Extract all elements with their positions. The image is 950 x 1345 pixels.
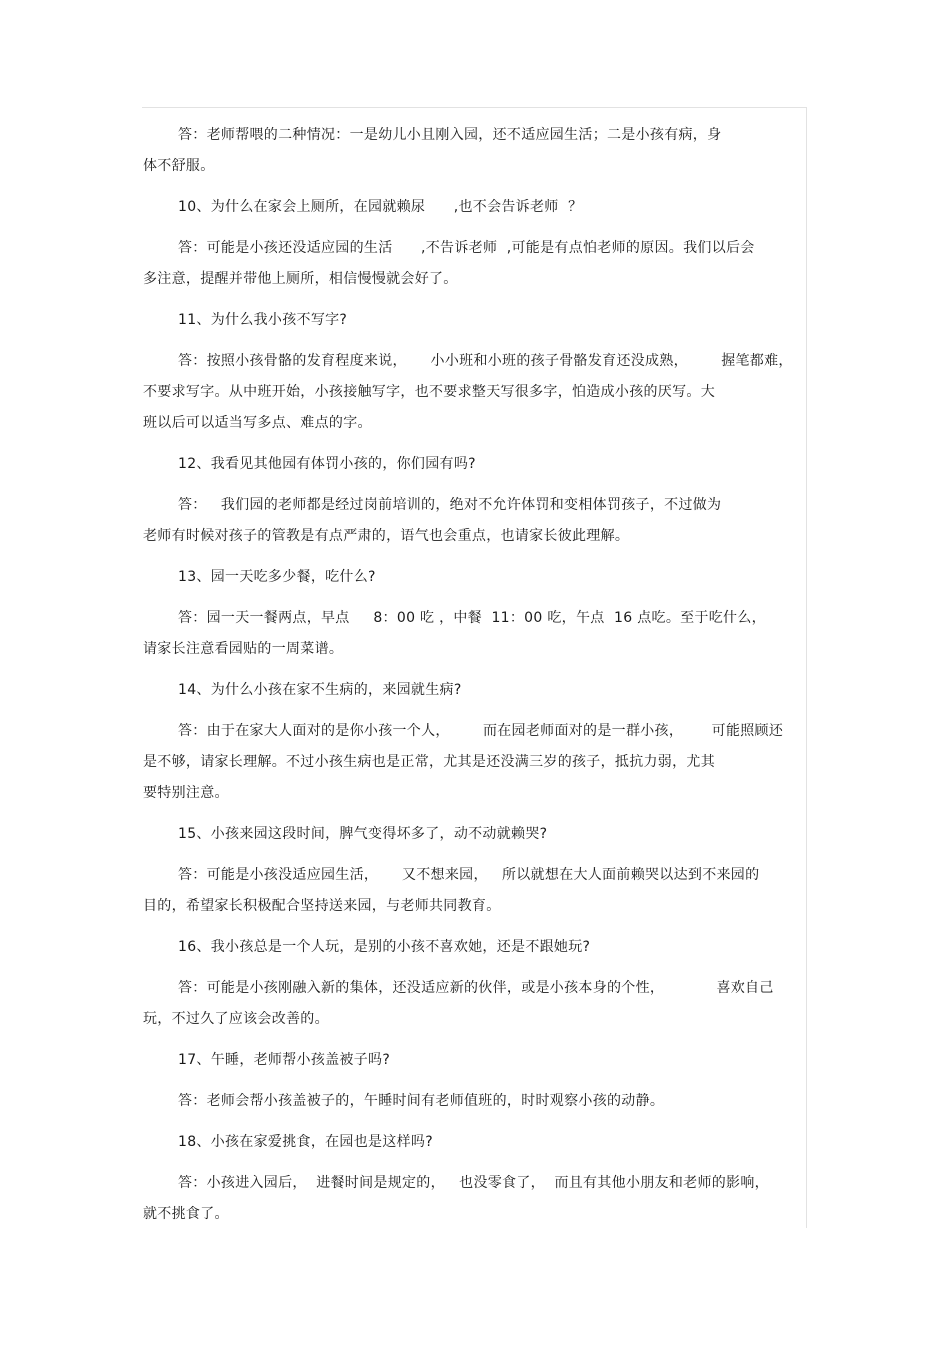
text-line: 要特别注意。 (143, 785, 229, 801)
document-body (143, 120, 803, 1230)
text-line: 体不舒服。 (143, 158, 215, 174)
faq-question (143, 449, 803, 480)
text-line: 班以后可以适当写多点、难点的字。 (143, 415, 372, 431)
text-line: 10、为什么在家会上厕所，在园就赖尿 ,也不会告诉老师 ？ (178, 199, 583, 215)
text-line: 目的，希望家长积极配合坚持送来园，与老师共同教育。 (143, 898, 501, 914)
text-line: 答：小孩进入园后， 进餐时间是规定的， 也没零食了， 而且有其他小朋友和老师的影响， (178, 1175, 769, 1191)
text-line: 答：由于在家大人面对的是你小孩一个人， 而在园老师面对的是一群小孩， 可能照顾还 (178, 723, 784, 739)
faq-answer (143, 346, 803, 439)
text-line: 18、小孩在家爱挑食，在园也是这样吗? (178, 1134, 433, 1150)
faq-question (143, 192, 803, 223)
faq-answer (143, 973, 803, 1035)
faq-answer (143, 603, 803, 665)
text-line: 11、为什么我小孩不写字? (178, 312, 348, 328)
text-line: 13、园一天吃多少餐，吃什么? (178, 569, 376, 585)
faq-question (143, 819, 803, 850)
faq-answer (143, 716, 803, 809)
text-line: 答：园一天一餐两点，早点 8：00 吃 ，中餐 11：00 吃，午点 16 点吃。至于吃什么， (178, 610, 766, 626)
text-line: 答：可能是小孩还没适应园的生活 ,不告诉老师 ,可能是有点怕老师的原因。我们以后会 (178, 240, 755, 256)
text-line: 老师有时候对孩子的管教是有点严肃的，语气也会重点，也请家长彼此理解。 (143, 528, 630, 544)
faq-question (143, 1045, 803, 1076)
text-line: 玩，不过久了应该会改善的。 (143, 1011, 329, 1027)
faq-answer (143, 1168, 803, 1230)
text-line: 不要求写字。从中班开始，小孩接触写字，也不要求整天写很多字，怕造成小孩的厌写。大 (143, 384, 715, 400)
text-line: 答：可能是小孩刚融入新的集体，还没适应新的伙伴，或是小孩本身的个性， 喜欢自己 (178, 980, 774, 996)
text-line: 就不挑食了。 (143, 1206, 229, 1222)
faq-answer (143, 120, 803, 182)
text-line: 答： 我们园的老师都是经过岗前培训的，绝对不允许体罚和变相体罚孩子，不过做为 (178, 497, 722, 513)
text-line: 多注意，提醒并带他上厕所，相信慢慢就会好了。 (143, 271, 458, 287)
faq-answer (143, 1086, 803, 1117)
faq-question (143, 562, 803, 593)
text-line: 答：按照小孩骨骼的发育程度来说， 小小班和小班的孩子骨骼发育还没成熟， 握笔都难， (178, 353, 793, 369)
faq-answer (143, 860, 803, 922)
text-line: 答：老师帮喂的二种情况：一是幼儿小且刚入园，还不适应园生活；二是小孩有病，身 (178, 127, 722, 143)
text-line: 15、小孩来园这段时间，脾气变得坏多了，动不动就赖哭? (178, 826, 548, 842)
text-line: 17、午睡，老师帮小孩盖被子吗? (178, 1052, 391, 1068)
faq-answer (143, 490, 803, 552)
text-line: 12、我看见其他园有体罚小孩的，你们园有吗? (178, 456, 476, 472)
faq-question (143, 675, 803, 706)
faq-question (143, 305, 803, 336)
text-line: 答：可能是小孩没适应园生活， 又不想来园， 所以就想在大人面前赖哭以达到不来园的 (178, 867, 760, 883)
faq-question (143, 932, 803, 963)
faq-answer (143, 233, 803, 295)
text-line: 16、我小孩总是一个人玩，是别的小孩不喜欢她，还是不跟她玩? (178, 939, 591, 955)
text-line: 答：老师会帮小孩盖被子的，午睡时间有老师值班的，时时观察小孩的动静。 (178, 1093, 665, 1109)
text-line: 是不够，请家长理解。不过小孩生病也是正常，尤其是还没满三岁的孩子，抵抗力弱，尤其 (143, 754, 715, 770)
text-line: 请家长注意看园贴的一周菜谱。 (143, 641, 344, 657)
text-line: 14、为什么小孩在家不生病的，来园就生病? (178, 682, 462, 698)
faq-question (143, 1127, 803, 1158)
